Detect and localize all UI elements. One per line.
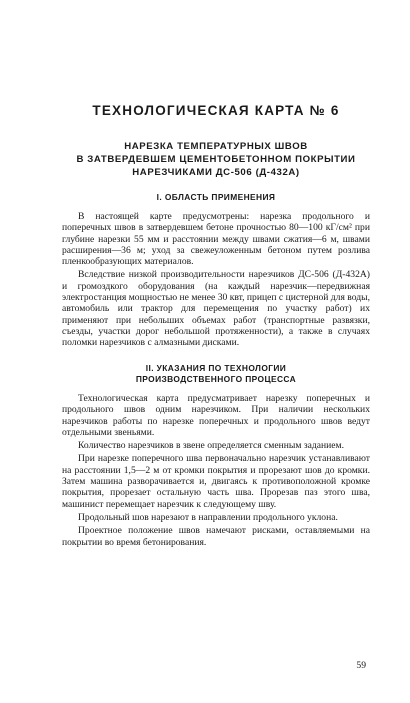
subtitle-line: НАРЕЗЧИКАМИ ДС-506 (Д-432А) (132, 167, 300, 179)
section-heading-line: ПРОИЗВОДСТВЕННОГО ПРОЦЕССА (135, 373, 297, 384)
paragraph: Количество нарезчиков в звене определяется сменным заданием. (78, 440, 344, 452)
section-heading (62, 192, 370, 203)
paragraph: Вследствие низкой производительности нарезчиков ДС-506 (Д-432А) и громоздкого оборудования (на каждый нарезчик—передвижная электростанция мощностью не менее 30 квт, прицеп с цистерной для воды, автомобиль или трактор для перемещения по участку работ) их применяют при небольших объемах работ (транспортные развязки, съезды, участки дорог небольшой протяженности), а также в случаях поломки нарезчиков с алмазными дисками. (62, 269, 370, 349)
subtitle-line: В ЗАТВЕРДЕВШЕМ ЦЕМЕНТОБЕТОННОМ ПОКРЫТИИ (76, 154, 356, 166)
section-heading (62, 363, 370, 385)
page-number: 59 (356, 660, 366, 671)
document-subtitle (62, 140, 370, 180)
section-scope (62, 192, 370, 349)
paragraph: Проектное положение швов намечают рисками, оставляемыми на покрытии во время бетонирования. (62, 525, 370, 548)
subtitle-line: НАРЕЗКА ТЕМПЕРАТУРНЫХ ШВОВ (124, 141, 308, 152)
section-technology (62, 363, 370, 548)
document-page (0, 103, 410, 703)
paragraph: Технологическая карта предусматривает нарезку поперечных и продольного швов одним нарезчиком. При наличии нескольких нарезчиков работы по нарезке поперечных и продольного швов ведут отдельными звеньями. (62, 392, 370, 438)
page-title: ТЕХНОЛОГИЧЕСКАЯ КАРТА № 6 (92, 103, 340, 118)
section-heading-line: I. ОБЛАСТЬ ПРИМЕНЕНИЯ (156, 191, 276, 202)
paragraph: При нарезке поперечного шва первоначально нарезчик устанавливают на расстоянии 1,5—2 м от кромки покрытия и прорезают шов до кромки. Затем машина разворачивается и, двигаясь к противоположной кромке покрытия, прорезает остальную часть шва. Прорезав паз этого шва, машинист перемещает нарезчик к следующему шву. (62, 453, 370, 510)
paragraph: В настоящей карте предусмотрены: нарезка продольного и поперечных швов в затвердевшем бетоне прочностью 80—100 кГ/см² при глубине нарезки 55 мм и расстоянии между швами сжатия—6 м, швами расширения—36 м; уход за свежеуложенным бетоном путем розлива пленкообразующих материалов. (62, 211, 370, 268)
section-heading-line: II. УКАЗАНИЯ ПО ТЕХНОЛОГИИ (145, 362, 287, 373)
paragraph: Продольный шов нарезают в направлении продольного уклона. (78, 511, 338, 523)
